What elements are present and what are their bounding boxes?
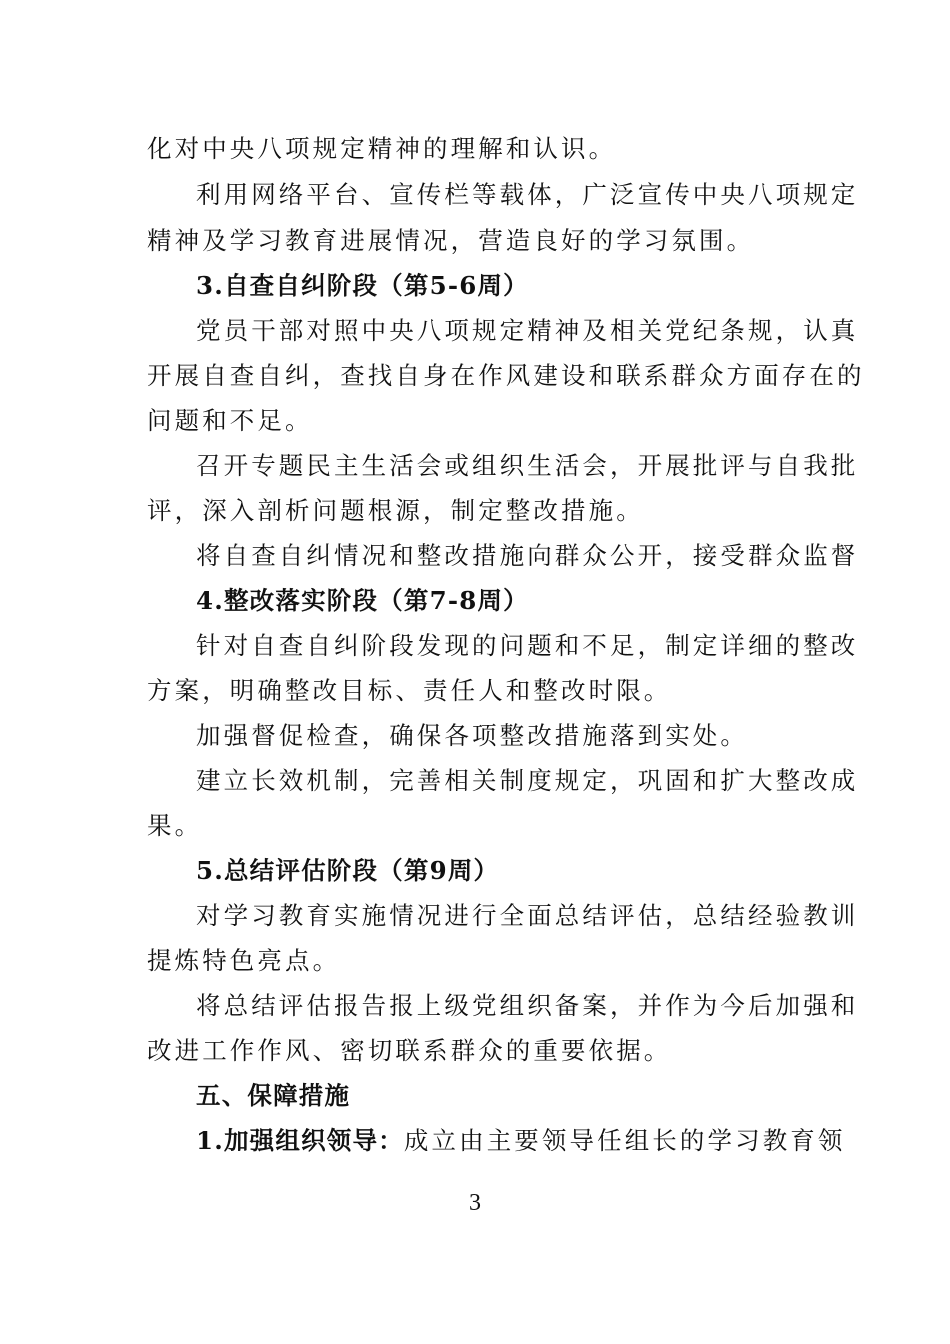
paragraph-line: 将总结评估报告报上级党组织备案，并作为今后加强和 xyxy=(196,991,859,1020)
section-heading-self-inspection: 3.自查自纠阶段（第5-6周） xyxy=(196,271,529,300)
paragraph-line: 党员干部对照中央八项规定精神及相关党纪条规，认真 xyxy=(196,316,859,345)
paragraph-line: 改进工作作风、密切联系群众的重要依据。 xyxy=(147,1036,672,1065)
paragraph-line: 建立长效机制，完善相关制度规定，巩固和扩大整改成 xyxy=(196,766,859,795)
paragraph-line: 精神及学习教育进展情况，营造良好的学习氛围。 xyxy=(147,226,755,255)
paragraph-line: 召开专题民主生活会或组织生活会，开展批评与自我批 xyxy=(196,451,859,480)
paragraph-line xyxy=(196,1123,846,1159)
paragraph-line: 果。 xyxy=(147,811,203,840)
paragraph-text: 成立由主要领导任组长的学习教育领 xyxy=(403,1126,846,1155)
paragraph-line: 对学习教育实施情况进行全面总结评估，总结经验教训 xyxy=(196,901,859,930)
paragraph-line: 开展自查自纠，查找自身在作风建设和联系群众方面存在的 xyxy=(147,361,865,390)
paragraph-line: 提炼特色亮点。 xyxy=(147,946,341,975)
paragraph-line: 针对自查自纠阶段发现的问题和不足，制定详细的整改 xyxy=(196,631,859,660)
paragraph-line: 方案，明确整改目标、责任人和整改时限。 xyxy=(147,676,672,705)
paragraph-line: 问题和不足。 xyxy=(147,406,313,435)
section-heading-safeguards: 五、保障措施 xyxy=(196,1081,351,1110)
paragraph-line: 评，深入剖析问题根源，制定整改措施。 xyxy=(147,496,644,525)
section-heading-rectification: 4.整改落实阶段（第7-8周） xyxy=(196,586,529,615)
paragraph-line: 利用网络平台、宣传栏等载体，广泛宣传中央八项规定 xyxy=(196,180,859,209)
paragraph-line: 加强督促检查，确保各项整改措施落到实处。 xyxy=(196,721,748,750)
section-heading-summary: 5.总结评估阶段（第9周） xyxy=(196,856,500,885)
page-number: 3 xyxy=(469,1190,481,1216)
paragraph-line: 化对中央八项规定精神的理解和认识。 xyxy=(147,134,617,163)
paragraph-line: 将自查自纠情况和整改措施向群众公开，接受群众监督 xyxy=(196,541,859,570)
bold-lead-text: 1.加强组织领导： xyxy=(196,1126,404,1155)
